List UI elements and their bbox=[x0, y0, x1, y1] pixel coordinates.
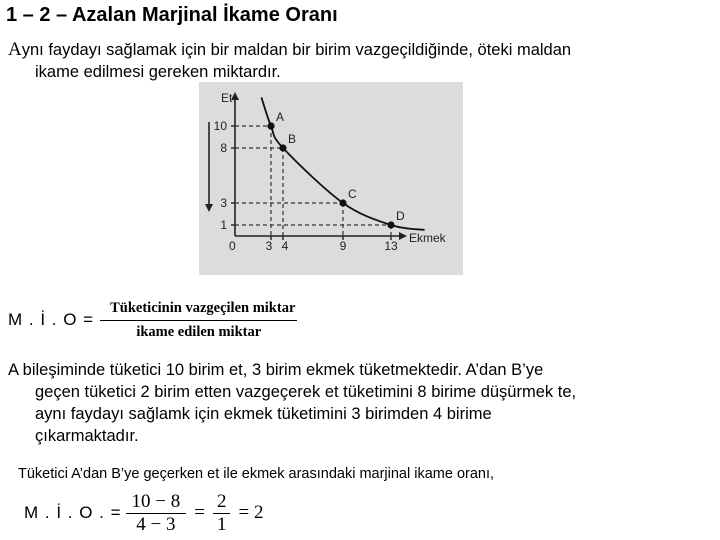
point-D bbox=[387, 221, 394, 228]
formula-2-denominator: 4 − 3 bbox=[136, 513, 176, 535]
point-label-D: D bbox=[396, 209, 405, 223]
y-axis-title: Et bbox=[221, 91, 233, 105]
origin-label: 0 bbox=[229, 239, 236, 253]
y-tick-label: 3 bbox=[220, 196, 227, 210]
x-tick-label: 9 bbox=[339, 239, 347, 253]
formula-1-denominator: ikame edilen miktar bbox=[136, 323, 262, 340]
indifference-curve-chart bbox=[199, 82, 463, 275]
formula-2-fraction-2 bbox=[213, 491, 231, 536]
formula-1-lhs: M . İ . O = bbox=[8, 310, 95, 329]
formula-2-denominator-2: 1 bbox=[216, 513, 227, 535]
point-A bbox=[267, 122, 274, 129]
definition-line-1 bbox=[8, 39, 571, 61]
y-tick-label: 8 bbox=[220, 141, 227, 155]
point-B bbox=[279, 144, 286, 151]
formula-1-fraction bbox=[100, 300, 297, 341]
formula-2-equals-1: = bbox=[194, 502, 205, 523]
point-label-C: C bbox=[348, 187, 357, 201]
explanation-line-2: geçen tüketici 2 birim etten vazgeçerek et tüketimini 8 birime düşürmek te, bbox=[35, 383, 577, 401]
x-tick-label: 4 bbox=[281, 239, 289, 253]
x-tick-label: 3 bbox=[265, 239, 273, 253]
label-layer bbox=[214, 110, 405, 253]
formula-2 bbox=[24, 488, 263, 538]
point-label-A: A bbox=[276, 110, 285, 124]
point-label-B: B bbox=[288, 132, 297, 146]
definition-line-2: ikame edilmesi gereken miktardır. bbox=[35, 63, 281, 81]
y-tick-label: 1 bbox=[220, 218, 227, 232]
formula-2-numerator-2: 2 bbox=[213, 491, 231, 514]
formula-1-numerator: Tüketicinin vazgeçilen miktar bbox=[100, 300, 297, 321]
formula-2-lhs: M . İ . O . = bbox=[24, 503, 122, 522]
point-C bbox=[339, 199, 346, 206]
definition-text-1: ynı faydayı sağlamak için bir maldan bir birim vazgeçildiğinde, öteki maldan bbox=[21, 41, 572, 59]
guide-lines bbox=[235, 126, 391, 236]
transition-text: Tüketici A’dan B’ye geçerken et ile ekmek arasındaki marjinal ikame oranı, bbox=[18, 466, 495, 482]
chart-svg bbox=[199, 82, 463, 275]
x-axis-title: Ekmek bbox=[409, 231, 446, 245]
explanation-line-3: aynı faydayı sağlamk için ekmek tüketimini 3 birimden 4 birime bbox=[35, 405, 492, 423]
y-tick-label: 10 bbox=[213, 119, 227, 133]
x-tick-label: 13 bbox=[384, 239, 398, 253]
formula-2-numerator: 10 − 8 bbox=[126, 491, 187, 514]
page-title: 1 – 2 – Azalan Marjinal İkame Oranı bbox=[6, 4, 338, 26]
formula-2-fraction-1 bbox=[126, 491, 187, 536]
explanation-line-1: A bileşiminde tüketici 10 birim et, 3 birim ekmek tüketmektedir. A’dan B’ye bbox=[8, 361, 544, 379]
explanation-line-4: çıkarmaktadır. bbox=[35, 427, 139, 445]
definition-dropcap: A bbox=[8, 39, 22, 60]
formula-1 bbox=[8, 298, 297, 342]
formula-2-result: = 2 bbox=[238, 502, 264, 523]
